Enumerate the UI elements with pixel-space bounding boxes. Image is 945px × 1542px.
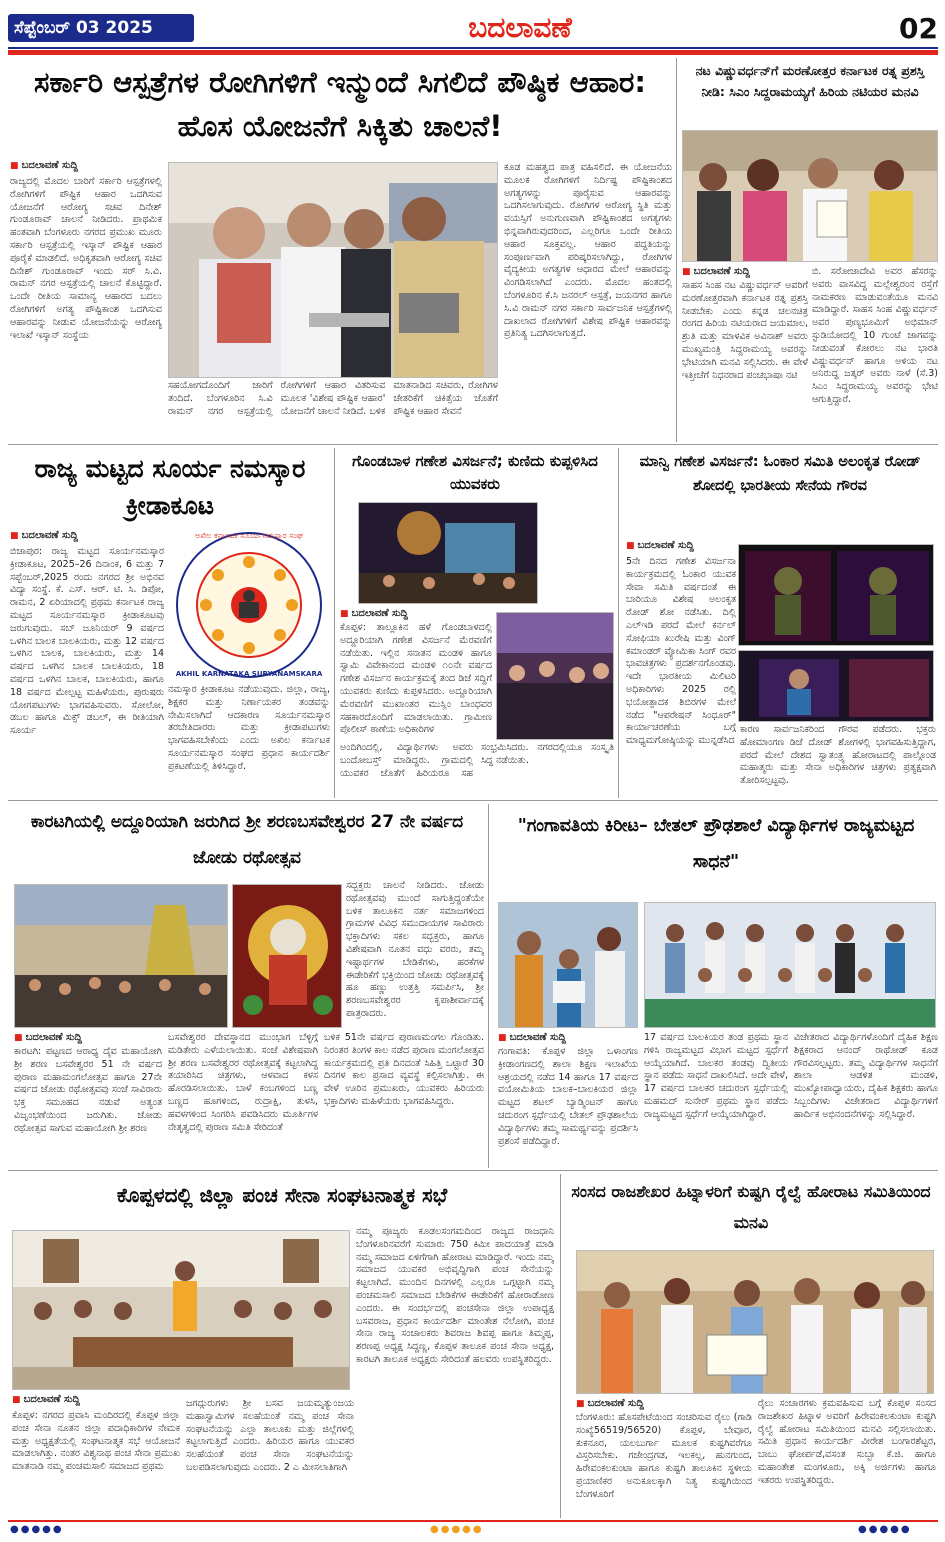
masthead-rule-red — [8, 50, 938, 55]
issue-date: ಸೆಪ್ಟೆಂಬರ್ 03 2025 — [8, 14, 194, 42]
article-8-byline: ■ ಬದಲಾವಣೆ ಸುದ್ದಿ — [12, 1394, 162, 1408]
article-2-headline: ನಟ ವಿಷ್ಣುವರ್ಧನ್‌ಗೆ ಮರಣೋತ್ತರ ಕರ್ನಾಟಕ ರತ್ನ ಪ್ರಶಸ್ತಿ ನೀಡಿ: ಸಿಎಂ ಸಿದ್ದರಾಮಯ್ಯಗೆ ಹಿರಿಯ ನಟಿಯರ ಮನವಿ — [695, 63, 925, 99]
cm-meeting-photo — [683, 131, 938, 262]
article-7-headline: "ಗಂಗಾವತಿಯ ಕಿರೀಟ– ಬೇತಲ್ ಪ್ರೌಢಶಾಲೆ ವಿದ್ಯಾರ್ಥಿಗಳ ರಾಜ್ಯಮಟ್ಟದ ಸಾಧನೆ" — [517, 816, 915, 872]
article-2-byline: ■ ಬದಲಾವಣೆ ಸುದ್ದಿ — [682, 266, 808, 280]
article-7-column-1: ಗಂಗಾವತಿ: ಕೊಪ್ಪಳ ಜಿಲ್ಲಾ ಒಳಾಂಗಣ ಕ್ರೀಡಾಂಗಣದಲ್ಲಿ ಶಾಲಾ ಶಿಕ್ಷಣ ಇಲಾಖೆಯ ಆಶ್ರಯದಲ್ಲಿ ನಡೆದ 14 ಹಾಗೂ 17 ವರ್ಷದ ವಯೋಮಿತಿಯ ಬಾಲಕ–ಬಾಲಕಿಯರ ಜಿಲ್ಲಾ ಮಟ್ಟದ ಶಟಲ್ ಬ್ಯಾಡ್ಮಿಂಟನ್ ಹಾಗೂ ಚದುರಂಗ ಸ್ಪರ್ಧೆಯಲ್ಲಿ ಬೇತಲ್ ಪ್ರೌಢಶಾಲೆಯ ವಿದ್ಯಾರ್ಥಿಗಳು ತಮ್ಮ ಸಾಮರ್ಥ್ಯವನ್ನು ಪ್ರದರ್ಶಿಸಿ ಪ್ರಶಂಸೆ ಪಡೆದಿದ್ದಾರೆ. — [498, 1046, 638, 1147]
association-logo-icon — [168, 530, 330, 680]
article-1-under-photo: ಸಹಯೋಗದೊಂದಿಗೆ ಜಾರಿಗೆ ತಂದಿದೆ. ಬೆಂಗಳೂರಿನ ಸಿ.ವಿ ರಾಮನ್ ನಗರ ಆಸ್ಪತ್ರೆಯಲ್ಲಿ ರೋಗಿಗಳಿಗೆ ಆಹಾರ ವಿತರಿಸುವ ಮೂಲಕ 'ವಿಶೇಷ ಪೌಷ್ಟಿಕ ಆಹಾರ' ಯೋಜನೆಗೆ ಚಾಲನೆ ನೀಡಿದೆ. ಬಳಿಕ ಮಾತನಾಡಿದ ಸಚಿವರು, ರೋಗಿಗಳ ಚೇತರಿಕೆಗೆ ಚಿಕಿತ್ಸೆಯ ಜೊತೆಗೆ ಪೌಷ್ಟಿಕ ಆಹಾರ ಸೇವನೆ — [168, 380, 498, 417]
page-number: 02 — [899, 12, 938, 45]
article-6-top-right-text: ಸದ್ಭಕ್ತರು ಚಾಲನೆ ನೀಡಿದರು. ಜೋಡು ರಥೋತ್ಸವವು ಮುಂದೆ ಸಾಗುತ್ತಿದ್ದಂತೆಯೇ ಬಳಿಕ ತಾಲೂಕಿನ ನರ್ತ ಸಮಾಜಗಳಿಂದ ಗ್ರಾಮಗಳ ವಿವಿಧ ಸಮುದಾಯಗಳ ಸಾವಿರಾರು ಭಕ್ತಾದಿಗಳು ಸಕಲ ಸದ್ಭಕ್ತರು, ಹಾಗೂ ವಿಶೇಷವಾಗಿ ನೂತನ ವಧು ವರರು, ತಮ್ಮ ಇಷ್ಟಾರ್ಥಗಳ ಬೇಡಿಕೆಗಳು, ಹರಕೆಗಳ ಈಡೇರಿಕೆಗೆ ಭಕ್ತಿಯಿಂದ ಜೋಡು ರಥೋತ್ಸವಕ್ಕೆ ಹೂ ಹಣ್ಣು ಉತ್ತತ್ತಿ ಸಮರ್ಪಿಸಿ, ಶ್ರೀ ಶರಣಬಸವೇಶ್ವರರ ಕೃಪಾಶೀರ್ವಾದಕ್ಕೆ ಪಾತ್ರರಾದರು. — [346, 880, 484, 1019]
footer-dots-middle: ●●●●● — [430, 1524, 484, 1535]
section-divider — [8, 800, 938, 801]
article-3-right-text: ನಮಸ್ಕಾರ ಕ್ರೀಡಾಕೂಟ ನಡೆಯುವುದು. ಜಿಲ್ಲಾ, ರಾಜ್ಯ, ಶಿಕ್ಷಕರ ಮತ್ತು ನಿರ್ಣಾಯಕರ ತಂಡವನ್ನು ನೇಮಿಸಲಾಗಿದೆ ಆದಕಾರಣ ಸೂರ್ಯನಮಸ್ಕಾರ ತರಬೇತಿದಾರರು ಮತ್ತು ಕ್ರೀಡಾಪಟುಗಳು ಭಾಗವಹಿಸಬೇಕೆಂದು ಎಂದು ಅಖಿಲ ಕರ್ನಾಟಕ ಸೂರ್ಯನಮಸ್ಕಾರ ಸಂಘದ ಪ್ರಧಾನ ಕಾರ್ಯದರ್ಶಿ ಪ್ರಕಟಣೆಯಲ್ಲಿ ತಿಳಿಸಿದ್ದಾರೆ. — [168, 684, 330, 772]
surya-namaskara-logo — [168, 530, 330, 680]
logo-caption-english: AKHIL KARNATAKA SURYANAMSKARA — [175, 670, 323, 678]
article-8-column-2: ಜಗದ್ಗುರುಗಳು ಶ್ರೀ ಬಸವ ಜಯಮೃತ್ಯುಂಜಯ ಮಹಾಸ್ವಾಮಿಗಳ ಸಲಹೆಯಂತೆ ನಮ್ಮ ಪಂಚ ಸೇನಾ ಸಂಘಟನೆಯನ್ನು ಎಲ್ಲಾ ತಾಲೂಕು ಮತ್ತು ಜಿಲ್ಲೆಗಳಲ್ಲಿ ಕಟ್ಟಲಾಗುತ್ತಿದೆ ಎಂದರು. ಹಿರಿಯರ ಹಾಗೂ ಯುವಕರ ಸಲಹೆಯಂತೆ ಪಂಚ ಸೇನಾ ಸಂಘಟನೆಯನ್ನು ಬಲಪಡಿಸಲಾಗುವುದು ಎಂದರು. 2 ಎ ಮೀಸಲಾತಿಗಾಗಿ — [186, 1398, 354, 1473]
led-screen-photo — [739, 545, 934, 646]
article-4-middle-text: ಕೊಪ್ಪಳ: ತಾಲ್ಲೂಕಿನ ಹಳೆ ಗೊಂಡಬಾಳದಲ್ಲಿ ಅದ್ದೂರಿಯಾಗಿ ಗಣೇಶ ವಿಸರ್ಜನೆ ಮೆರವಣಿಗೆ ನಡೆಯಿತು. ಇಲ್ಲಿನ ಸನಾತನ ಮಂಡಳಿ ಹಾಗೂ ಸ್ವಾಮಿ ವಿವೇಕಾನಂದ ಮಂಡಳಿ ೧೦ನೇ ವರ್ಷದ ಗಣೇಶ ವಿಸರ್ಜನ ಕಾರ್ಯಕ್ರಮಕ್ಕೆ ತಂದ ಡಿಜೆ ಸದ್ದಿಗೆ ಯುವಕರು ಕುಣಿದು ಕುಪ್ಪಳಿಸಿದರು. ಅದ್ದೂರಿಯಾಗಿ ಮೆರವಣಿಗೆ ಮುಖಾಂತರ ಮುಸ್ಲಿಂ ಬಾಂಧವರ ಸಹಕಾರದೊಂದಿಗೆ ಮಾಡಲಾಯಿತು. ಗ್ರಾಮೀಣ ಪೊಲೀಸ್ ಠಾಣೆಯ ಅಧಿಕಾರಿಗಳ — [340, 622, 492, 736]
crowd-dancing-photo — [497, 613, 614, 740]
article-3-left-text: ಬಿಜಾಪುರ: ರಾಜ್ಯ ಮಟ್ಟದ ಸೂರ್ಯನಮಸ್ಕಾರ ಕ್ರೀಡಾಕೂಟ, 2025–26 ದಿನಾಂಕ, 6 ಮತ್ತು 7 ಸಪ್ಟೆಂಬರ್,2025 ರಂದು ನಗರದ ಶ್ರೀ ಅಭಿನವ ವಿದ್ಯಾ ಸಂಸ್ಥೆ. ಕೆ. ಎಸ್. ಆರ್. ಟಿ. ಸಿ. ಡಿಪೋ, ರಾಮನ, 2 ಏರಿಯಾದಲ್ಲಿ ಪ್ರಥಮ ಕರ್ನಾಟಕ ರಾಜ್ಯ ಮಟ್ಟದ ಸೂರ್ಯನಮಸ್ಕಾರ ಕ್ರೀಡಾಕೂಟವು ಜರುಗುವುದು. ಸಬ್ ಜೂನಿಯರ್ 9 ವರ್ಷದ ಒಳಗಿನ ಬಾಲಕ ಬಾಲಕಿಯರು, ಮತ್ತು 12 ವರ್ಷದ ಒಳಗಿನ ಬಾಲಕ, ಬಾಲಕಿಯರು, ಮತ್ತು 14 ವರ್ಷದ ಒಳಗಿನ ಬಾಲಕ ಬಾಲಕಿಯರು, 18 ವರ್ಷದ ಒಳಗಿನ ಬಾಲಕ, ಬಾಲಕಿಯರು, ಹಾಗೂ 18 ವರ್ಷದ ಮೇಲ್ಪಟ್ಟ ಮಹಿಳೆಯರು, ಪುರುಷರು ಯೋಗಪಟುಗಳು ಭಾಗವಹಿಸುವರು. ಸೋಲೋ, ಡಬಲ ಹಾಗೂ ಮಿಕ್ಸ್ ಡಬಲ್, ಈ ರೀತಿಯಾಗಿ ಸೂರ್ಯ — [10, 546, 164, 737]
article-3-byline: ■ ಬದಲಾವಣೆ ಸುದ್ದಿ — [10, 530, 160, 544]
column-divider — [560, 1174, 561, 1518]
article-9-headline: ಸಂಸದ ರಾಜಶೇಖರ ಹಿಟ್ನಾಳರಿಗೆ ಕುಷ್ಟಗಿ ರೈಲ್ವೆ ಹೋರಾಟ ಸಮಿತಿಯಿಂದ ಮನವಿ — [571, 1182, 931, 1232]
masthead-rule-blue — [8, 47, 938, 49]
article-5-right-text: ಕಾರಣ ಸಾರ್ವಜನಿಕರಿಂದ ಗೌರವ ಪಡೆದರು. ಭಕ್ತರು ಹೋಮಾಂಗಣ ಡಿಜೆ ದೋಡ್ ಶೋಗಳಲ್ಲಿ ಭಾಗವಹಿಸುತ್ತಿದ್ದಾಗ, ಪರದೆ ಮೇಲೆ ದೇಶದ ಸ್ವಾತಂತ್ರ್ಯ ಹೋರಾಟದಲ್ಲಿ ಪಾಲ್ಗೊಂಡ ಮಹಾತ್ಮರು ಮತ್ತು ಸೇನಾ ಅಧಿಕಾರಿಗಳ ಚಿತ್ರಗಳು ಪ್ರತ್ಯಕ್ಷವಾಗಿ ತೋರಿಸಲ್ಪಟ್ಟವು. — [740, 724, 936, 787]
column-divider — [334, 448, 335, 798]
ganesha-procession-photo — [359, 503, 538, 604]
article-1-headline: ಸರ್ಕಾರಿ ಆಸ್ಪತ್ರೆಗಳ ರೋಗಿಗಳಿಗೆ ಇನ್ಮುಂದೆ ಸಿಗಲಿದೆ ಪೌಷ್ಠಿಕ ಆಹಾರ: ಹೊಸ ಯೋಜನೆಗೆ ಸಿಕ್ಕಿತು ಚಾಲನೆ! — [33, 65, 646, 143]
article-5-photo-2 — [738, 650, 934, 722]
article-3-headline: ರಾಜ್ಯ ಮಟ್ಟದ ಸೂರ್ಯ ನಮಸ್ಕಾರ ಕ್ರೀಡಾಕೂಟ — [34, 454, 306, 520]
article-4-byline: ■ ಬದಲಾವಣೆ ಸುದ್ದಿ — [340, 608, 490, 622]
article-7-byline: ■ ಬದಲಾವಣೆ ಸುದ್ದಿ — [498, 1032, 638, 1046]
article-5-photo-1 — [738, 544, 934, 646]
article-7-photo-2 — [644, 902, 936, 1028]
hospital-food-photo — [169, 163, 498, 378]
deity-idol-photo — [233, 885, 342, 1028]
meeting-hall-photo — [13, 1231, 350, 1390]
chariot-festival-photo — [15, 885, 228, 1028]
article-8-right-text: ನಮ್ಮ ಪೂಜ್ಯರು ಕೂಡಲಸಂಗಮದಿಂದ ರಾಜ್ಯದ ರಾಜಧಾನಿ ಬೆಂಗಳೂರಿನವರೆಗೆ ಸುಮಾರು 750 ಕಿಮೀ ಪಾದಯಾತ್ರೆ ಮಾಡಿ ನಮ್ಮ ಸಮಾಜದ ಏಳಿಗೆಗಾಗಿ ಹೋರಾಟ ಮಾಡಿದ್ದಾರೆ. ಇಂದು ನಮ್ಮ ಸಮಾಜದ ಯುವಕರ ಅಭಿವೃದ್ಧಿಗಾಗಿ ಪಂಚ ಸೇನೆಯನ್ನು ಕಟ್ಟಲಾಗಿದೆ. ಮುಂದಿನ ದಿನಗಳಲ್ಲಿ ಎಲ್ಲರೂ ಒಗ್ಗಟ್ಟಾಗಿ ನಮ್ಮ ಪಂಚಮಸಾಲಿ ಸಮಾಜದ ಬೇಡಿಕೆಗಳ ಈಡೇರಿಕೆಗೆ ಹೋರಾಡೋಣ ಎಂದರು. ಈ ಸಂದರ್ಭದಲ್ಲಿ ಪಂಚಸೇನಾ ಜಿಲ್ಲಾ ಉಪಾಧ್ಯಕ್ಷ ಬಸವರಾಜ, ಪ್ರಧಾನ ಕಾರ್ಯದರ್ಶಿ ಮಾಂತೇಶ ನೆಲೋಗಿ, ಪಂಚ ಸೇನಾ ರಾಜ್ಯ ಸಂಚಾಲಕರು ಶಿವರಾಜ ಶಿವಪ್ಪ ಹಾಗೂ ತಿಮ್ಮಪ್ಪ, ಶರಣಪ್ಪ ಅಧ್ಯಕ್ಷ ಸಿದ್ದಣ್ಣ, ಕೊಪ್ಪಳ ತಾಲೂಕ ಪಂಚ ಸೇನಾ ಅಧ್ಯಕ್ಷ, ಕಾರಟಗಿ ತಾಲೂಕ ಅಧ್ಯಕ್ಷರು ಸೇರಿದಂತೆ ಹಲವರು ಉಪಸ್ಥಿತರಿದ್ದರು. — [356, 1226, 554, 1365]
article-5-headline: ಮಾನ್ವಿ ಗಣೇಶ ವಿಸರ್ಜನೆ: ಓಂಕಾರ ಸಮಿತಿ ಅಲಂಕೃತ ರೋಡ್ ಶೋದಲ್ಲಿ ಭಾರತೀಯ ಸೇನೆಯ ಗೌರವ — [639, 454, 921, 494]
article-9-photo — [576, 1250, 934, 1394]
footer-dots-right: ●●●●● — [858, 1524, 912, 1535]
article-2-column-1: ಸಾಹಸ ಸಿಂಹ ನಟ ವಿಷ್ಣುವರ್ಧನ್ ಅವರಿಗೆ ಮರಣೋತ್ತರವಾಗಿ ಕರ್ನಾಟಕ ರತ್ನ ಪ್ರಶಸ್ತಿ ನೀಡಬೇಕು ಎಂದು ಕನ್ನಡ ಚಲನಚಿತ್ರ ರಂಗದ ಹಿರಿಯ ನಟಿಯರಾದ ಜಯಮಾಲ, ಶ್ರುತಿ ಮತ್ತು ಮಾಳವಿಕ ಅವಿನಾಶ್ ಅವರು ಮುಖ್ಯಮಂತ್ರಿ ಸಿದ್ದರಾಮಯ್ಯ ಅವರನ್ನು ಭೇಟಿಯಾಗಿ ಮನವಿ ಸಲ್ಲಿಸಿದರು. ಈ ವೇಳೆ ಇತ್ತೀಚೆಗೆ ನಿಧನರಾದ ಪಂಚಭಾಷಾ ನಟಿ — [682, 280, 808, 381]
article-7-photo-1 — [498, 902, 638, 1028]
article-6-photo-2 — [232, 884, 342, 1028]
article-4-headline: ಗೊಂಡಬಾಳ ಗಣೇಶ ವಿಸರ್ಜನೆ; ಕುಣಿದು ಕುಪ್ಪಳಿಸಿದ ಯುವಕರು — [352, 452, 598, 493]
footer-dots-left: ●●●●● — [10, 1524, 64, 1535]
article-1-column-3: ಕೂಡ ಮಹತ್ವದ ಪಾತ್ರ ವಹಿಸಲಿದೆ. ಈ ಯೋಜನೆಯ ಮೂಲಕ ರೋಗಿಗಳಿಗೆ ನಿರ್ದಿಷ್ಟ ಪೌಷ್ಟಿಕಾಂಶದ ಅಗತ್ಯಗಳನ್ನು ಪೂರೈಸುವ ಆಹಾರವನ್ನು ಒದಗಿಸಲಾಗುವುದು. ರೋಗಿಗಳ ಆರೋಗ್ಯ ಸ್ಥಿತಿ ಮತ್ತು ವಯಸ್ಸಿಗೆ ಅನುಗುಣವಾಗಿ ಪೌಷ್ಟಿಕಾಂಶದ ಅಗತ್ಯಗಳು ಭಿನ್ನವಾಗಿರುವುದರಿಂದ, ಎಲ್ಲರಿಗೂ ಒಂದೇ ರೀತಿಯ ಆಹಾರ ಸೂಕ್ತವಲ್ಲ. ಆಹಾರ ಪದ್ಧತಿಯನ್ನು ಸಂಪೂರ್ಣವಾಗಿ ಪರಿಷ್ಕರಿಸಲಾಗಿದ್ದು, ರೋಗಿಗಳ ವೈದ್ಯಕೀಯ ಅಗತ್ಯಗಳ ಆಧಾರದ ಮೇಲೆ ಆಹಾರವನ್ನು ವಿಂಗಡಿಸಲಾಗಿದೆ ಎಂದರು. ಮೊದಲ ಹಂತದಲ್ಲಿ ಬೆಂಗಳೂರಿನ ಕೆ.ಸಿ ಜನರಲ್ ಆಸ್ಪತ್ರೆ, ಜಯನಗರ ಹಾಗೂ ಸಿ.ವಿ ರಾಮನ್ ನಗರ ಸರ್ಕಾರಿ ಸಾರ್ವಜನಿಕ ಆಸ್ಪತ್ರೆಗಳಲ್ಲಿ ದಾಖಲಾದ ರೋಗಿಗಳಿಗೆ ವಿಶೇಷ ಪೌಷ್ಟಿಕ ಆಹಾರವನ್ನು ಪ್ರತಿನಿತ್ಯ ಒದಗಿಸಲಾಗುತ್ತದೆ. — [504, 162, 672, 340]
article-6-photo-1 — [14, 884, 228, 1028]
officer-screen-photo — [739, 651, 934, 722]
article-2-column-2: ಬಿ. ಸರೋಜಾದೇವಿ ಅವರ ಹೆಸರನ್ನು ಅವರು ವಾಸವಿದ್ದ ಮಲ್ಲೇಶ್ವರಂನ ರಸ್ತೆಗೆ ನಾಮಕರಣ ಮಾಡುವಂತೆಯೂ ಮನವಿ ಮಾಡಿದ್ದಾರೆ. ಸಾಹಸ ಸಿಂಹ ವಿಷ್ಣುವರ್ಧನ್ ಅವರ ಪುಣ್ಯಭೂಮಿಗೆ ಅಭಿಮಾನ್ ಸ್ಟುಡಿಯೋದಲ್ಲಿ 10 ಗುಂಟೆ ಜಾಗವನ್ನು ನೀಡುವಂತೆ ಕೋರಲು ನಟ ಭಾರತಿ ವಿಷ್ಣುವರ್ಧನ್ ಹಾಗೂ ಅಳಿಯ ನಟ ಅನಿರುದ್ಧ ಜತ್ಕರ್ ಅವರು ನಾಳೆ (ಸೆ.3) ಸಿಎಂ ಸಿದ್ದರಾಮಯ್ಯ ಅವರನ್ನು ಭೇಟಿ ಆಗುತ್ತಿದ್ದಾರೆ. — [812, 266, 938, 405]
article-9-byline: ■ ಬದಲಾವಣೆ ಸುದ್ದಿ — [576, 1398, 726, 1412]
article-9-column-1: ಬೆಂಗಳೂರು: ಹೊಸಪೇಟೆಯಿಂದ ಸಂಚರಿಸುವ ರೈಲು (ಗಾಡಿ ಸಂಖ್ಯೆ56519/56520) ಕೊಪ್ಪಳ, ಬೇವೂರ, ಕುಕನೂರ, ಯಲಬುರ್ಗಾ ಮೂಲಕ ಕುಷ್ಟಗಿವರೆಗೂ ವಿಸ್ತರಿಸಬೇಕು. ಗಜೇಂದ್ರಗಡ, ಇಲಕಲ್ಲ, ಹುನಗುಂದ, ಹಿರೇವಂಕಲಕುಂಟಾ ಹಾಗೂ ಕುಷ್ಟಗಿ ತಾಲೂಕಿನ ಸ್ಥಳೀಯ ಪ್ರಯಾಣಿಕರ ಅನುಕೂಲಕ್ಕಾಗಿ ನಿತ್ಯ ಕುಷ್ಟಗಿಯಿಂದ ಬೆಂಗಳೂರಿಗೆ — [576, 1412, 752, 1500]
article-6-column-3: ಬಳಿಕ 51ನೇ ವರ್ಷದ ಪುರಾಣಮಂಗಲ ಗೊಂಡಿತು. ನಿರಂತರ ತಿಂಗಳ ಕಾಲ ನಡೆದ ಪುರಾಣ ಮಂಗಲೋತ್ಸವ ಕಾರ್ಯಕ್ರಮದಲ್ಲಿ ಪ್ರತಿ ದಿನದಂತೆ ಸಿಹಿತ್ತಿ ಒಟ್ಟಾರೆ 30 ದಿನಗಳ ಕಾಲ ಪ್ರಸಾದ ವ್ಯವಸ್ಥೆ ಕಲ್ಪಿಸಲಾಗಿತ್ತು. ಈ ವೇಳೆ ಊರಿನ ಪ್ರಮುಖರು, ಯುವಕರು ಹಿರಿಯರು ಭಕ್ತಾದಿಗಳು ಮಹಿಳೆಯರು ಭಾಗವಹಿಸಿದ್ದರು. — [324, 1032, 484, 1107]
article-6-column-1: ಕಾರಟಗಿ: ಪಟ್ಟಣದ ಆರಾಧ್ಯ ದೈವ ಮಹಾಯೋಗಿ ಶ್ರೀ ಶರಣ ಬಸವೇಶ್ವರರ 51 ನೇ ವರ್ಷದ ಪುರಾಣ ಮಹಾಮಂಗಲೋತ್ಸವ ಹಾಗೂ 27ನೇ ವರ್ಷದ ಜೋಡು ರಥೋತ್ಸವವು ಸಂಜೆ ಸಾವಿರಾರು ಭಕ್ತ ಸಮೂಹದ ನಡುವೆ ಅತ್ಯಂತ ವಿಜೃಂಭಣೆಯಿಂದ ಜರುಗಿತು. ಜೋಡು ರಥೋತ್ಸವ ಸಾಗುವ ಮಹಾಯೋಗಿ ಶ್ರೀ ಶರಣ — [14, 1046, 162, 1134]
article-9-column-2: ರೈಲು ಸಂಚಾರಗಳು ಕ್ರಮವಹಿಸುವ ಬಗ್ಗೆ ಕೊಪ್ಪಳ ಸಂಸದ ರಾಜಶೇಖರ ಹಿಟ್ನಾಳ ಅವರಿಗೆ ಹಿರೇವಂಕಲಕುಂಟಾ ಕುಷ್ಟಗಿ ರೈಲ್ವೆ ಹೋರಾಟ ಸಮಿತಿಯಿಂದ ಮನವಿ ಸಲ್ಲಿಸಲಾಯಿತು. ಸಮಿತಿ ಪ್ರಧಾನ ಕಾರ್ಯದರ್ಶಿ ವೀರೇಶ ಬಂಗಾರಶೆಟ್ಟರ, ಬಾಬು ಘೋರ್ಪಡೆ,ವಸಂತ ಸುಬ್ಬಾ ಕೆ.ಜಿ. ಹಾಗೂ ಮಹಾಂತೇಶ ಮಂಗಳೂರು, ಅಕ್ಕಿ ಅರ್ಜಿಗಳು ಹಾಗೂ ಇತರರು ಉಪಸ್ಥಿತರಿದ್ದರು. — [758, 1398, 936, 1486]
column-divider — [488, 804, 489, 1168]
article-7-column-3: ವಿಜೇತರಾದ ವಿದ್ಯಾರ್ಥಿಗಳೊಂದಿಗೆ ದೈಹಿಕ ಶಿಕ್ಷಣ ಶಿಕ್ಷಕರಾದ ಆನಂದ್ ರಾಥೋಡ್ ಕೂಡ ಗೌರವಿಸಲ್ಪಟ್ಟರು. ತಮ್ಮ ವಿದ್ಯಾರ್ಥಿಗಳ ಸಾಧನೆಗೆ ಶಾಲಾ ಆಡಳಿತ ಮಂಡಳಿ, ಮುಖ್ಯೋಪಾಧ್ಯಾಯರು, ದೈಹಿಕ ಶಿಕ್ಷಕರು ಹಾಗೂ ಸಿಬ್ಬಂದಿಗಳು ವಿಜೇತರಾದ ವಿದ್ಯಾರ್ಥಿಗಳಿಗೆ ಹಾರ್ದಿಕ ಅಭಿನಂದನೆಗಳನ್ನು ಸಲ್ಲಿಸಿದ್ದಾರೆ. — [794, 1032, 938, 1120]
section-divider — [8, 444, 938, 445]
award-ceremony-photo — [499, 903, 638, 1028]
article-6-column-2: ಬಸವೇಶ್ವರರ ದೇವಸ್ಥಾನದ ಮುಂಭಾಗ ಬೆಳ್ಳಿಗ್ಗೆ ಮಡಿತೇರು ಎಳೆಯಲಾಯಿತು. ಸಂಜೆ ವಿಶೇಷವಾಗಿ ಶ್ರೀ ಶರಣ ಬಸವೇಶ್ವರರ ರಥೋತ್ಸವಕ್ಕೆ ಕಟ್ಟಲಾಗಿದ್ದ ತಯಾರಿಸಿದ ಚಿತ್ರಗಳು, ಆಳವಾದ ಕಳಸ ಹೊರಡಿಸಲಾಯಿತು. ಬಾಳೆ ಕಂಬಗಳಿಂದ ಬಣ್ಣ ಬಣ್ಣದ ಹೂಗಳಿಂದ, ರುದ್ರಾಕ್ಷಿ, ತುಳಸಿ, ಹವಳಗಳಿಂದ ಸಿಂಗರಿಸಿ ಪವಡಿಸಿದರು ಮೂರ್ತಿಗಳ ನೇತೃತ್ವದಲ್ಲಿ ಪುರಾಣ ಸಮಿತಿ ಸೇರಿದಂತೆ — [168, 1032, 318, 1133]
article-4-bottom-text: ಅಂದಿಗಿಂದಲ್ಲಿ, ವಿದ್ಯಾರ್ಥಿಗಳು ಅವರು ಬಂದೋಬಸ್ತ್ ಮಾಡಿದ್ದರು. ಗ್ರಾಮದಲ್ಲಿ ಯುವಕರ ಜೊತೆಗೆ ಹಿರಿಯರೂ ಸಹ ಸಂಭ್ರಮಿಸಿದರು. ನಗರದಲ್ಲಿಯೂ ಸಂಸ್ಕೃತಿ ಸಿದ್ಧ ನಡೆಯಿತು. — [340, 742, 614, 779]
article-5-byline: ■ ಬದಲಾವಣೆ ಸುದ್ದಿ — [626, 540, 736, 554]
team-group-photo — [645, 903, 936, 1028]
article-4-photo-1 — [358, 502, 538, 604]
logo-caption-kannada: ಅಖಿಲ ಕರ್ನಾಟಕ ಸೂರ್ಯನಮಸ್ಕಾರ ಸಂಘ — [195, 531, 303, 540]
article-1-byline: ■ ಬದಲಾವಣೆ ಸುದ್ದಿ — [10, 160, 160, 174]
article-6-headline: ಕಾರಟಗಿಯಲ್ಲಿ ಅದ್ದೂರಿಯಾಗಿ ಜರುಗಿದ ಶ್ರೀ ಶರಣಬಸವೇಶ್ವರರ 27 ನೇ ವರ್ಷದ ಜೋಡು ರಥೋತ್ಸವ — [30, 812, 464, 868]
footer-rule — [8, 1520, 938, 1522]
article-1-column-1: ರಾಜ್ಯದಲ್ಲಿ ಮೊದಲ ಬಾರಿಗೆ ಸರ್ಕಾರಿ ಆಸ್ಪತ್ರೆಗಳಲ್ಲಿ ರೋಗಿಗಳಿಗೆ ಪೌಷ್ಟಿಕ ಆಹಾರ ಒದಗಿಸುವ ಯೋಜನೆಗೆ ಆರೋಗ್ಯ ಸಚಿವ ದಿನೇಶ್ ಗುಂಡೂರಾವ್ ಚಾಲನೆ ನೀಡಿದರು. ಪ್ರಾಥಮಿಕ ಹಂತವಾಗಿ ಬೆಂಗಳೂರು ನಗರದ ಪ್ರಮುಖ ಮೂರು ಸರ್ಕಾರಿ ಆಸ್ಪತ್ರೆಯಲ್ಲಿ ಇಸ್ಕಾನ್ ಪೌಷ್ಟಿಕ ಆಹಾರ ಪೂರೈಕೆ ಮಾಡಲಿದೆ. ಅಧಿಕೃತವಾಗಿ ಆರೋಗ್ಯ ಸಚಿವ ದಿನೇಶ್ ಗುಂಡೂರಾವ್ ಇಂದು ಸರ್ ಸಿ.ವಿ. ರಾಮನ್ ನಗರ ಆಸ್ಪತ್ರೆಯಲ್ಲಿ ಚಾಲನೆ ಕೊಟ್ಟಿದ್ದಾರೆ. ಒಂದೇ ರೀತಿಯ ಸಾಮಾನ್ಯ ಆಹಾರದ ಬದಲು ರೋಗಿಗಳಿಗೆ ಅಗತ್ಯ ಪೌಷ್ಟಿಕಾಂಶ ಒದಗಿಸುವ ಆಹಾರವನ್ನು ನೀಡುವ ಯೋಜನೆಯನ್ನು ಆರೋಗ್ಯ ಇಲಾಖೆ ಇಸ್ಕಾನ್ ಸಂಸ್ಥೆಯ — [10, 176, 162, 341]
article-6-byline: ■ ಬದಲಾವಣೆ ಸುದ್ದಿ — [14, 1032, 154, 1046]
article-4-photo-2 — [496, 612, 614, 740]
column-divider — [676, 58, 677, 442]
article-5-left-text: 5ನೇ ದಿನದ ಗಣೇಶ ವಿಸರ್ಜನಾ ಕಾರ್ಯಕ್ರಮದಲ್ಲಿ ಓಂಕಾರ ಯುವಕ ಸೇವಾ ಸಮಿತಿ ವರ್ಷದಂತೆ ಈ ಬಾರಿಯೂ ವಿಶೇಷ ಅಲಂಕೃತ ರೋಡ್ ಶೋ ನಡೆಸಿತು. ದಿಲ್ಲಿ ಎಲ್‌ಇಡಿ ಪರದೆ ಮೇಲೆ ಕರ್ನಲ್ ಸೋಫಿಯಾ ಖುರೇಷಿ ಮತ್ತು ವಿಂಗ್ ಕಮಾಂಡರ್ ವ್ಯೋಮಿಕಾ ಸಿಂಗ್ ರವರ ಭಾವಚಿತ್ರಗಳು ಪ್ರದರ್ಶನಗೊಂಡವು. ಇದೇ ಭಾರತೀಯ ಮಿಲಿಟರಿ ಅಧಿಕಾರಿಗಳು 2025 ರಲ್ಲಿ ಭಯೋತ್ಪಾದಕ ಶಿಬಿರಗಳ ಮೇಲೆ ನಡೆದ "ಆಪರೇಷನ್ ಸಿಂಧೂರ್" ಕಾರ್ಯಾಚರಣೆಯ ಬಗ್ಗೆ ಮಾಧ್ಯಮಗೋಷ್ಠಿಯನ್ನು ಮುನ್ನಡೆಸಿದ — [626, 556, 736, 747]
article-1-photo — [168, 162, 498, 378]
article-7-column-2: 17 ವರ್ಷದ ಬಾಲಕಿಯರ ತಂಡ ಪ್ರಥಮ ಸ್ಥಾನ ಗಳಿಸಿ ರಾಜ್ಯಮಟ್ಟದ ವಿಭಾಗ ಮಟ್ಟದ ಸ್ಪರ್ಧೆಗೆ ಆಯ್ಕೆಯಾಗಿದೆ. ಬಾಲಕರ ತಂಡವು ದ್ವಿತೀಯ ಸ್ಥಾನ ಪಡೆದು ಸಾಧನೆ ದಾಖಲಿಸಿದೆ. ಅದೇ ವೇಳೆ, 17 ವರ್ಷದ ಬಾಲಕರ ಚದುರಂಗ ಸ್ಪರ್ಧೆಯಲ್ಲಿ ಮಹಮದ್ ಸುನೇರ್ ಪ್ರಥಮ ಸ್ಥಾನ ಪಡೆದು ರಾಜ್ಯಮಟ್ಟದ ಸ್ಪರ್ಧೆಗೆ ಆಯ್ಕೆಯಾಗಿದ್ದಾರೆ. — [644, 1032, 788, 1120]
article-2-photo — [682, 130, 938, 262]
section-divider — [8, 1170, 938, 1171]
memorandum-submission-photo — [577, 1251, 934, 1394]
article-8-column-1: ಕೊಪ್ಪಳ: ನಗರದ ಪ್ರವಾಸಿ ಮಂದಿರದಲ್ಲಿ ಕೊಪ್ಪಳ ಜಿಲ್ಲಾ ಪಂಚ ಸೇನಾ ನೂತನ ಜಿಲ್ಲಾ ಪದಾಧಿಕಾರಿಗಳ ನೇಮಕ ಮತ್ತು ಅಧ್ಯಕ್ಷತೆಯಲ್ಲಿ ಸಂಘಟನಾತ್ಮಕ ಸಭೆ ಆಯೋಜನೆ ಮಾಡಲಾಗಿತ್ತು. ನಂತರ ವಿಶ್ವನಾಥ ಪಂಚ ಸೇನಾ ಪ್ರಮುಖ ಮಾತನಾಡಿ ನಮ್ಮ ಪಂಚಮಸಾಲಿ ಸಮಾಜದ ಪ್ರಥಮ — [12, 1410, 180, 1473]
article-8-headline: ಕೊಪ್ಪಳದಲ್ಲಿ ಜಿಲ್ಲಾ ಪಂಚ ಸೇನಾ ಸಂಘಟನಾತ್ಮಕ ಸಭೆ — [116, 1183, 448, 1207]
article-8-photo — [12, 1230, 350, 1390]
newspaper-name: ಬದಲಾವಣೆ — [468, 11, 572, 44]
column-divider — [618, 448, 619, 798]
